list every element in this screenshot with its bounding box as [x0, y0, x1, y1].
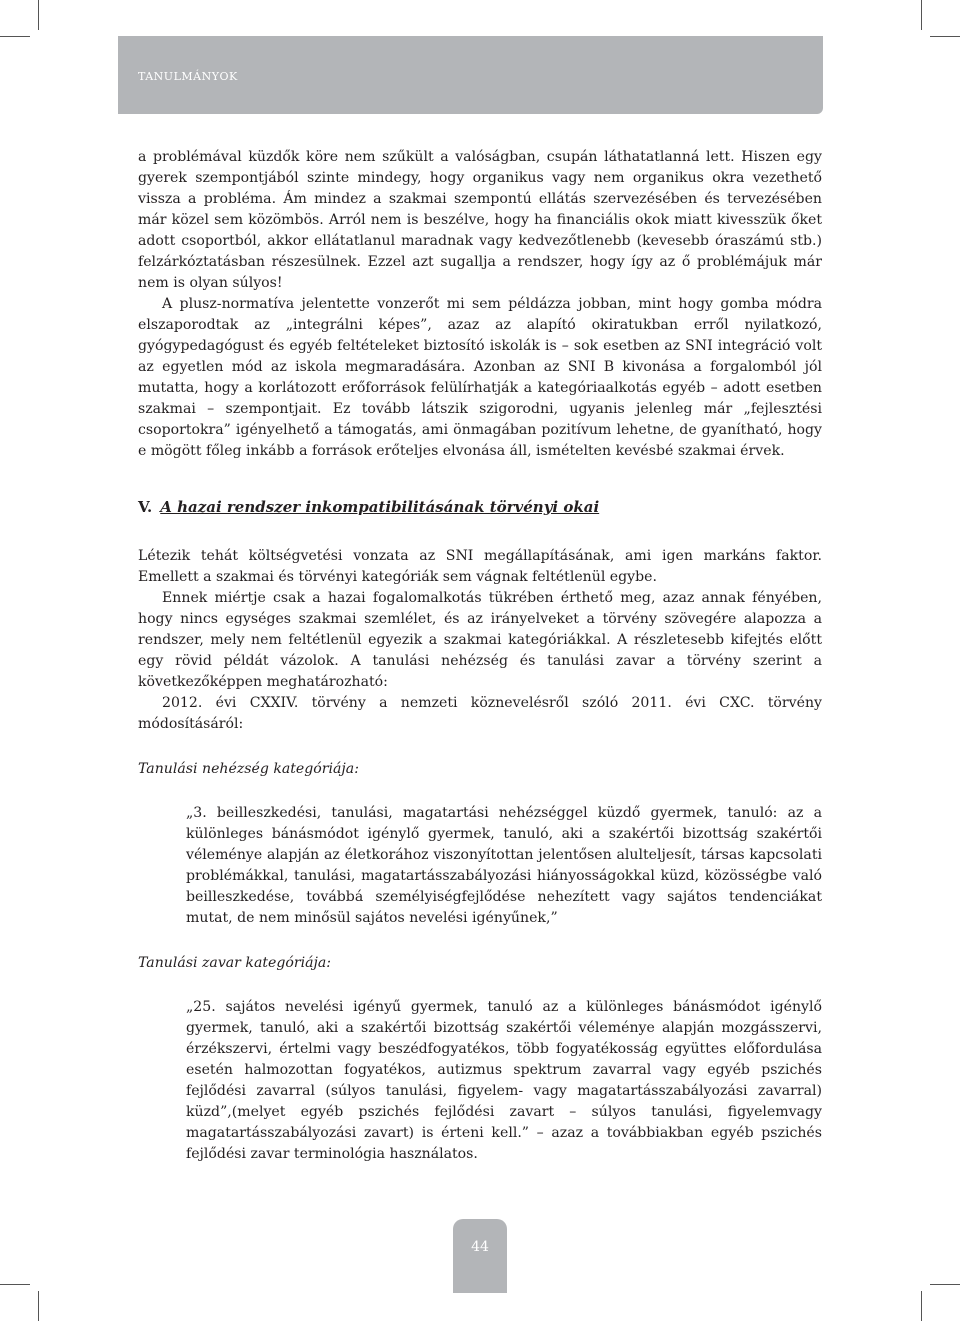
page-number-tab	[453, 1219, 507, 1293]
section-paragraph: Létezik tehát költségvetési vonzata az SNI megállapításának, ami igen markáns faktor. Emellett a szakmai és törvényi kategóriák sem vágnak feltétlenül egybe.	[138, 548, 822, 585]
section-heading	[138, 498, 822, 516]
subsection-heading: Tanulási zavar kategóriája:	[138, 955, 332, 971]
page-number: 44	[471, 1239, 489, 1255]
section-label: TANULMÁNYOK	[138, 70, 238, 83]
page-content	[138, 147, 822, 1165]
crop-mark	[921, 0, 922, 30]
body-paragraph: a problémával küzdők köre nem szűkült a valóságban, csupán láthatatlanná lett. Hiszen egy gyerek szempontjából szinte mindegy, hogy organikus vagy nem organikus okra vezethető vissza a probléma. Ám mindez a szakmai szempontú ellátás szervezésében és tervezésében már közel sem közömbös. Arról nem is beszélve, hogy ha financiális okok miatt kivesszük őket adott csoportból, akkor ellátatlanul maradnak vagy kedvezőtlenebb (kevesebb óraszámú stb.) felzárkóztatásban részesülnek. Ezzel azt sugallja a rendszer, hogy így az ő problémájuk már nem is olyan súlyos!	[138, 149, 822, 291]
crop-mark	[921, 1291, 922, 1321]
running-header	[118, 36, 823, 114]
law-citation: 2012. évi CXXIV. törvény a nemzeti köznevelésről szóló 2011. évi CXC. törvény módosításáról:	[138, 695, 822, 732]
crop-mark	[38, 0, 39, 30]
crop-mark	[38, 1291, 39, 1321]
body-paragraph: A plusz-normatíva jelentette vonzerőt mi sem példázza jobban, mint hogy gomba módra elszaporodtak az „integrálni képes”, azaz az alapító okiratukban erről nyilatkozó, gyógypedagógust és egyéb feltételeket biztosító iskolák is – sok esetben az SNI integráció volt az egyetlen mód az iskola megmaradására. Azonban az SNI B kivonása a forgalomból jól mutatta, hogy a korlátozott erőforrások felülírhatják a kategóriaalkotás egyéb – adott esetben szakmai – szempontjait. Ez tovább látszik szigorodni, ugyanis jelenleg már „fejlesztési csoportokra” igényelhető a támogatás, ami önmagában pozitívum lehetne, de gyanítható, hogy e mögött főleg inkább a források erőteljes elvonása áll, ismételten kevésbé szakmai érvek.	[138, 296, 822, 459]
crop-mark	[930, 1284, 960, 1285]
legal-quote: „3. beilleszkedési, tanulási, magatartási nehézséggel küzdő gyermek, tanuló: az a különleges bánásmódot igénylő gyermek, tanuló, aki a szakértői bizottság szakértői véleménye alapján az életkorához viszonyítottan jelentősen alulteljesít, társas kapcsolati problémákkal, tanulási, magatartásszabályozási hiányosságokkal küzd, közösségbe való beilleszkedése, továbbá személyiségfejlődése nehezített vagy sajátos tendenciákat mutat, de nem minősül sajátos nevelési igényűnek,”	[186, 805, 822, 926]
crop-mark	[0, 36, 30, 37]
section-paragraph: Ennek miértje csak a hazai fogalomalkotás tükrében érthető meg, azaz annak fényében, hogy nincs egységes szakmai szemlélet, és az irányelveket a törvény szövegére alapozza a rendszer, mely nem feltétlenül egyezik a szakmai kategóriákkal. A részletesebb kifejtés előtt egy rövid példát vázolok. A tanulási nehézség és tanulási zavar a törvény szerint a következőképpen meghatározható:	[138, 590, 822, 690]
crop-mark	[0, 1284, 30, 1285]
section-title: A hazai rendszer inkompatibilitásának törvényi okai	[160, 498, 600, 516]
section-number: V.	[138, 498, 153, 516]
crop-mark	[930, 36, 960, 37]
subsection-heading: Tanulási nehézség kategóriája:	[138, 761, 359, 777]
legal-quote: „25. sajátos nevelési igényű gyermek, tanuló az a különleges bánásmódot igénylő gyermek, tanuló, aki a szakértői bizottság szakértői véleménye alapján mozgásszervi, érzékszervi, értelmi vagy beszédfogyatékos, több fogyatékosság együttes előfordulása esetén halmozottan fogyatékos, autizmus spektrum zavarral vagy egyéb pszichés fejlődési zavarral (súlyos tanulási, figyelem- vagy magatartásszabályozási zavarral) küzd”,(melyet egyéb pszichés fejlődési zavart – súlyos tanulási, figyelemvagy magatartásszabályozási zavart) is érteni kell.” – azaz a továbbiakban egyéb pszichés fejlődési zavar terminológia használatos.	[186, 999, 822, 1162]
